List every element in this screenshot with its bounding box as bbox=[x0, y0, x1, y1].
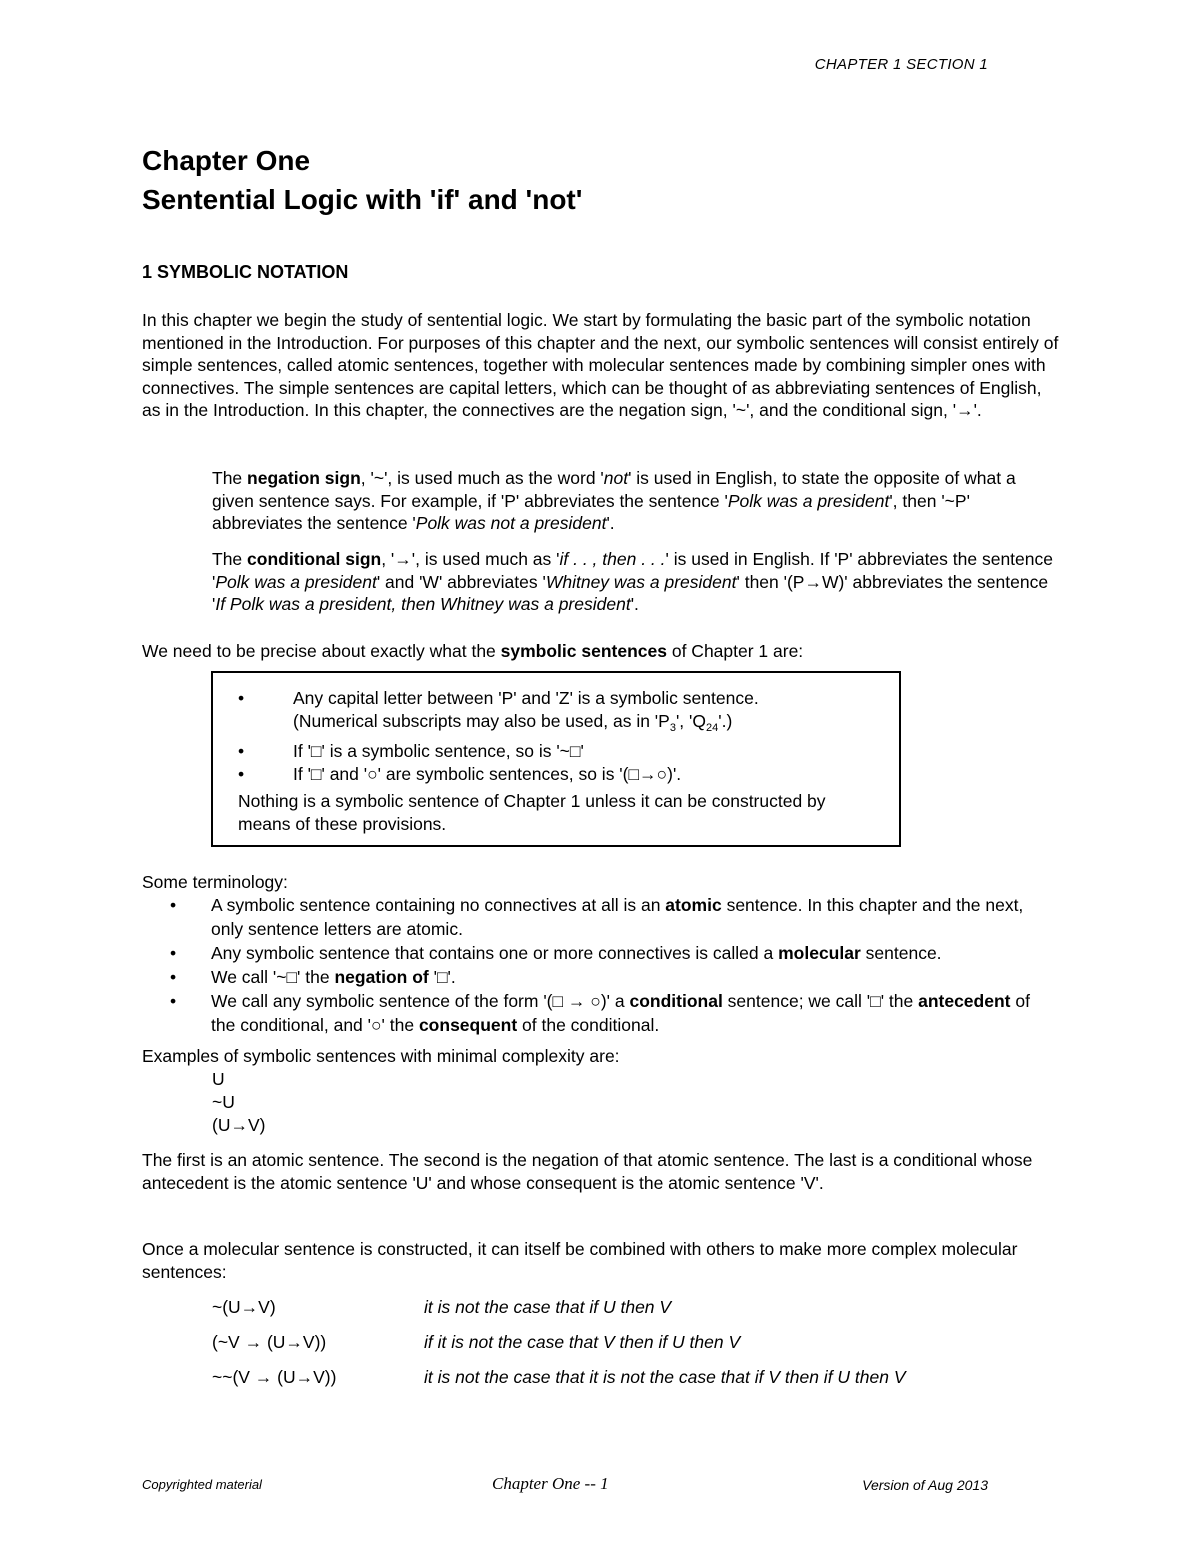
complex-reading: if it is not the case that V then if U then V bbox=[424, 1332, 741, 1352]
examples-list bbox=[212, 1068, 265, 1137]
footer-page-number: Chapter One -- 1 bbox=[492, 1474, 609, 1493]
chapter-title-line1: Chapter One bbox=[142, 145, 311, 176]
list-item: • If '□' and '○' are symbolic sentences, so is '(□→○)'. bbox=[238, 764, 682, 784]
complex-formula: (~V → (U→V)) bbox=[212, 1332, 327, 1352]
list-item: • If '□' is a symbolic sentence, so is '~□' bbox=[238, 741, 584, 761]
complex-formula: ~(U→V) bbox=[212, 1297, 276, 1317]
list-item: • A symbolic sentence containing no connectives at all is an atomic sentence. In this chapter and the next, only sentence letters are atomic. bbox=[170, 895, 1024, 939]
conditional-paragraph: The conditional sign, '→', is used much as 'if . . , then . . .' is used in English. If 'P' abbreviates the sentence 'Polk was a president' and 'W' abbreviates 'Whitney was a president' then '(P→W)' abbreviates the sentence 'If Polk was a president, then Whitney was a president'. bbox=[212, 549, 1053, 614]
complex-reading: it is not the case that it is not the case that if V then if U then V bbox=[424, 1367, 906, 1387]
list-item: • Any symbolic sentence that contains one or more connectives is called a molecular sentence. bbox=[170, 943, 942, 963]
complex-intro: Once a molecular sentence is constructed, it can itself be combined with others to make more complex molecular sentences: bbox=[142, 1239, 1018, 1282]
complex-formula: ~~(V → (U→V)) bbox=[212, 1367, 337, 1387]
definition-list bbox=[238, 687, 878, 786]
intro-paragraph: In this chapter we begin the study of sentential logic. We start by formulating the basic part of the symbolic notation mentioned in the Introduction. For purposes of this chapter and the next, our symbolic sentences will consist entirely of simple sentences, called atomic sentences, together with molecular sentences made by combining simpler ones with connectives. The simple sentences are capital letters, which can be thought of as abbreviating sentences of English, as in the Introduction. In this chapter, the connectives are the negation sign, '~', and the conditional sign, '→'. bbox=[142, 310, 1059, 420]
footer-version: Version of Aug 2013 bbox=[862, 1477, 988, 1493]
example-item: U bbox=[212, 1069, 225, 1089]
conditional-term: conditional sign bbox=[247, 549, 382, 569]
terminology-intro: Some terminology: bbox=[142, 872, 288, 892]
section-heading: 1 SYMBOLIC NOTATION bbox=[142, 262, 349, 282]
examples-explanation: The first is an atomic sentence. The second is the negation of that atomic sentence. The last is a conditional whose antecedent is the atomic sentence 'U' and whose consequent is the atomic sentence 'V'. bbox=[142, 1150, 1033, 1193]
bullet: • bbox=[238, 741, 245, 761]
symbolic-sentences-term: symbolic sentences bbox=[500, 641, 667, 661]
bullet: • bbox=[170, 895, 177, 915]
negation-paragraph: The negation sign, '~', is used much as the word 'not' is used in English, to state the opposite of what a given sentence says. For example, if 'P' abbreviates the sentence 'Polk was a president', then '~P' abbreviates the sentence 'Polk was not a president'. bbox=[212, 468, 1016, 533]
definition-note: Nothing is a symbolic sentence of Chapter 1 unless it can be constructed by means of these provisions. bbox=[238, 791, 826, 834]
chapter-title bbox=[142, 141, 582, 219]
list-item: • We call any symbolic sentence of the form '(□ → ○)' a conditional sentence; we call '□' the antecedent of the conditional, and '○' the consequent of the conditional. bbox=[170, 991, 1030, 1035]
list-item: • Any capital letter between 'P' and 'Z' is a symbolic sentence. (Numerical subscripts may also be used, as in '$P_3$', '$Q_{24}$'.) bbox=[238, 687, 878, 740]
terminology-list bbox=[170, 893, 1050, 1037]
definition-intro: We need to be precise about exactly what the symbolic sentences of Chapter 1 are: bbox=[142, 641, 804, 661]
footer-copyright: Copyrighted material bbox=[142, 1477, 262, 1492]
example-item: (U→V) bbox=[212, 1115, 266, 1135]
bullet: • bbox=[170, 991, 177, 1011]
examples-intro: Examples of symbolic sentences with minimal complexity are: bbox=[142, 1046, 620, 1066]
chapter-title-line2: Sentential Logic with 'if' and 'not' bbox=[142, 184, 583, 215]
bullet: • bbox=[170, 943, 177, 963]
bullet: • bbox=[238, 688, 245, 708]
list-item: • We call '~□' the negation of '□'. bbox=[170, 967, 456, 987]
definition-box bbox=[211, 671, 901, 847]
complex-reading: it is not the case that if U then V bbox=[424, 1297, 672, 1317]
negation-term: negation sign bbox=[247, 468, 361, 488]
bullet: • bbox=[170, 967, 177, 987]
running-head: CHAPTER 1 SECTION 1 bbox=[814, 56, 988, 73]
example-item: ~U bbox=[212, 1092, 235, 1112]
bullet: • bbox=[238, 764, 245, 784]
